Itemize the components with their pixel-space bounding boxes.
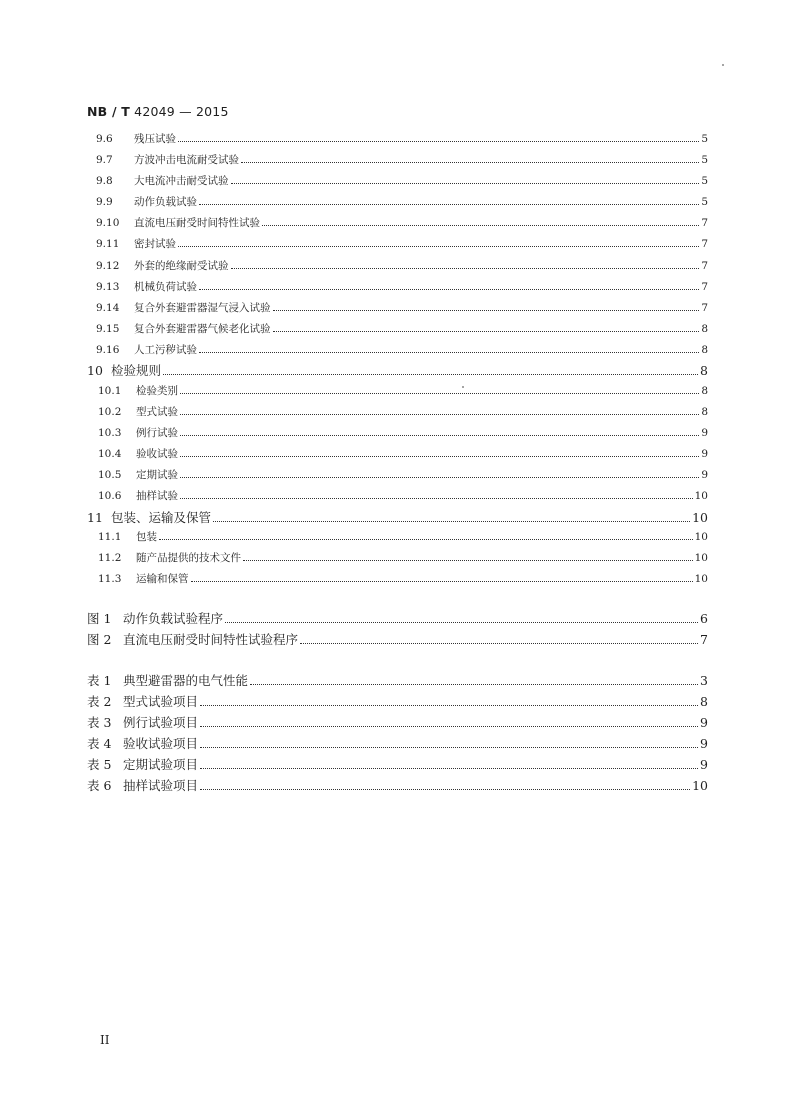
toc-entry-title: 复合外套避雷器湿气浸入试验 [134,302,271,314]
toc-figure-title: 直流电压耐受时间特性试验程序 [123,632,299,647]
leader-dots [180,434,699,436]
leader-dots [231,182,700,184]
toc-entry-number: 9.16 [96,344,120,356]
toc-entry-page: 10 [694,531,708,543]
leader-dots [250,683,698,685]
toc-entry[interactable] [98,571,708,586]
toc-entry-title: 直流电压耐受时间特性试验 [134,217,260,229]
toc-entry-page: 5 [701,133,708,145]
toc-table-number: 表 2 [87,694,112,709]
toc-table-page: 3 [700,673,708,688]
toc-entry-page: 5 [701,175,708,187]
toc-entry-title: 包装 [136,531,157,543]
toc-table-entry[interactable] [87,692,708,710]
toc-figure-page: 6 [700,611,708,626]
toc-entry[interactable] [98,404,708,419]
document-code [87,104,229,119]
leader-dots [178,140,699,142]
leader-dots [273,309,700,311]
toc-table-entry[interactable] [87,713,708,731]
toc-entry-title: 抽样试验 [136,490,178,502]
toc-entry-title: 残压试验 [134,133,176,145]
toc-entry-page: 5 [701,196,708,208]
toc-entry-page: 5 [701,154,708,166]
toc-entry-number: 9.6 [96,133,113,145]
toc-entry-title: 大电流冲击耐受试验 [134,175,229,187]
toc-entry-number: 10.4 [98,448,122,460]
document-code-prefix: NB / T [87,104,130,119]
leader-dots [180,476,699,478]
toc-entry-title: 检验类别 [136,385,178,397]
toc-entry-number: 11.1 [98,531,122,543]
toc-table-title: 型式试验项目 [123,694,199,709]
toc-chapter-page: 8 [700,363,708,378]
toc-entry[interactable] [98,550,708,565]
toc-entry-title: 复合外套避雷器气候老化试验 [134,323,271,335]
toc-entry-title: 随产品提供的技术文件 [136,552,241,564]
toc-entry[interactable] [98,425,708,440]
toc-figure-page: 7 [700,632,708,647]
leader-dots [178,245,699,247]
toc-chapter-title: 包装、运输及保管 [111,510,212,525]
toc-entry-number: 9.14 [96,302,120,314]
leader-dots [300,642,698,644]
toc-figure-number: 图 1 [87,611,112,626]
toc-chapter-number: 11 [87,510,103,525]
toc-entry[interactable] [96,152,708,167]
toc-table-title: 验收试验项目 [123,736,199,751]
toc-entry-number: 10.1 [98,385,122,397]
leader-dots [200,788,690,790]
toc-entry-number: 9.12 [96,260,120,272]
toc-entry-number: 9.10 [96,217,120,229]
toc-entry-number: 10.6 [98,490,122,502]
leader-dots [180,392,699,394]
toc-entry-page: 7 [701,217,708,229]
toc-table-page: 9 [700,757,708,772]
toc-table-title: 抽样试验项目 [123,778,199,793]
leader-dots [243,559,693,561]
toc-entry[interactable] [96,236,708,251]
toc-entry-page: 10 [694,552,708,564]
toc-chapter-title: 检验规则 [111,363,162,378]
leader-dots [180,455,699,457]
toc-table-entry[interactable] [87,755,708,773]
toc-table-number: 表 4 [87,736,112,751]
toc-entry-page: 8 [701,406,708,418]
toc-entry[interactable] [96,321,708,336]
leader-dots [191,580,693,582]
toc-entry-page: 7 [701,238,708,250]
toc-entry[interactable] [98,383,708,398]
toc-table-title: 定期试验项目 [123,757,199,772]
toc-chapter[interactable] [87,508,708,526]
toc-chapter-page: 10 [692,510,708,525]
toc-entry-page: 9 [701,427,708,439]
toc-table-number: 表 5 [87,757,112,772]
toc-entry-title: 验收试验 [136,448,178,460]
toc-entry[interactable] [96,194,708,209]
toc-entry-title: 机械负荷试验 [134,281,197,293]
leader-dots [163,373,698,375]
toc-table-page: 9 [700,736,708,751]
toc-entry-number: 11.2 [98,552,122,564]
toc-figure-title: 动作负载试验程序 [123,611,224,626]
leader-dots [199,351,699,353]
toc-entry-page: 7 [701,281,708,293]
leader-dots [159,538,693,540]
toc-figure-entry[interactable] [87,630,708,648]
toc-entry[interactable] [98,446,708,461]
toc-entry[interactable] [96,279,708,294]
toc-entry[interactable] [98,467,708,482]
toc-entry[interactable] [96,300,708,315]
toc-chapter-number: 10 [87,363,103,378]
leader-dots [273,330,700,332]
toc-entry-number: 9.15 [96,323,120,335]
toc-entry[interactable] [96,258,708,273]
toc-entry[interactable] [96,173,708,188]
leader-dots [241,161,699,163]
toc-entry-page: 7 [701,302,708,314]
toc-chapter[interactable] [87,361,708,379]
toc-entry-number: 9.13 [96,281,120,293]
toc-figure-number: 图 2 [87,632,112,647]
toc-entry-number: 9.8 [96,175,113,187]
leader-dots [199,203,699,205]
leader-dots [200,704,698,706]
toc-entry-page: 10 [694,573,708,585]
leader-dots [200,767,698,769]
toc-table-entry[interactable] [87,776,708,794]
toc-entry-page: 10 [694,490,708,502]
toc-table-entry[interactable] [87,734,708,752]
toc-entry-page: 9 [701,469,708,481]
leader-dots [200,746,698,748]
page-number: II [100,1033,110,1047]
toc-table-title: 典型避雷器的电气性能 [123,673,249,688]
toc-table-number: 表 3 [87,715,112,730]
toc-entry-page: 8 [701,385,708,397]
toc-entry-number: 9.11 [96,238,120,250]
toc-entry[interactable] [96,342,708,357]
toc-entry-title: 密封试验 [134,238,176,250]
toc-entry-page: 7 [701,260,708,272]
toc-entry-title: 例行试验 [136,427,178,439]
toc-entry-number: 10.2 [98,406,122,418]
toc-entry-number: 9.7 [96,154,113,166]
toc-table-number: 表 1 [87,673,112,688]
document-code-number: 42049 — 2015 [130,104,229,119]
leader-dots [231,267,700,269]
toc-entry-title: 定期试验 [136,469,178,481]
toc-entry[interactable] [96,131,708,146]
toc-entry-number: 10.3 [98,427,122,439]
leader-dots [262,224,699,226]
toc-figure-entry[interactable] [87,609,708,627]
scan-speck [462,386,464,388]
toc-table-page: 10 [692,778,708,793]
toc-table-page: 8 [700,694,708,709]
scan-speck [722,64,724,66]
leader-dots [199,288,699,290]
toc-entry[interactable] [98,488,708,503]
leader-dots [180,497,693,499]
toc-table-number: 表 6 [87,778,112,793]
toc-entry-title: 方波冲击电流耐受试验 [134,154,239,166]
leader-dots [200,725,698,727]
toc-entry-title: 型式试验 [136,406,178,418]
toc-entry-title: 人工污秽试验 [134,344,197,356]
toc-entry-title: 动作负载试验 [134,196,197,208]
toc-entry-title: 外套的绝缘耐受试验 [134,260,229,272]
toc-entry-number: 10.5 [98,469,122,481]
toc-entry[interactable] [96,215,708,230]
toc-entry-title: 运输和保管 [136,573,189,585]
leader-dots [225,621,698,623]
leader-dots [180,413,699,415]
toc-entry-page: 9 [701,448,708,460]
toc-entry-number: 9.9 [96,196,113,208]
toc-entry-page: 8 [701,323,708,335]
toc-table-title: 例行试验项目 [123,715,199,730]
toc-table-entry[interactable] [87,671,708,689]
toc-entry[interactable] [98,529,708,544]
toc-entry-number: 11.3 [98,573,122,585]
leader-dots [213,520,690,522]
toc-entry-page: 8 [701,344,708,356]
toc-table-page: 9 [700,715,708,730]
